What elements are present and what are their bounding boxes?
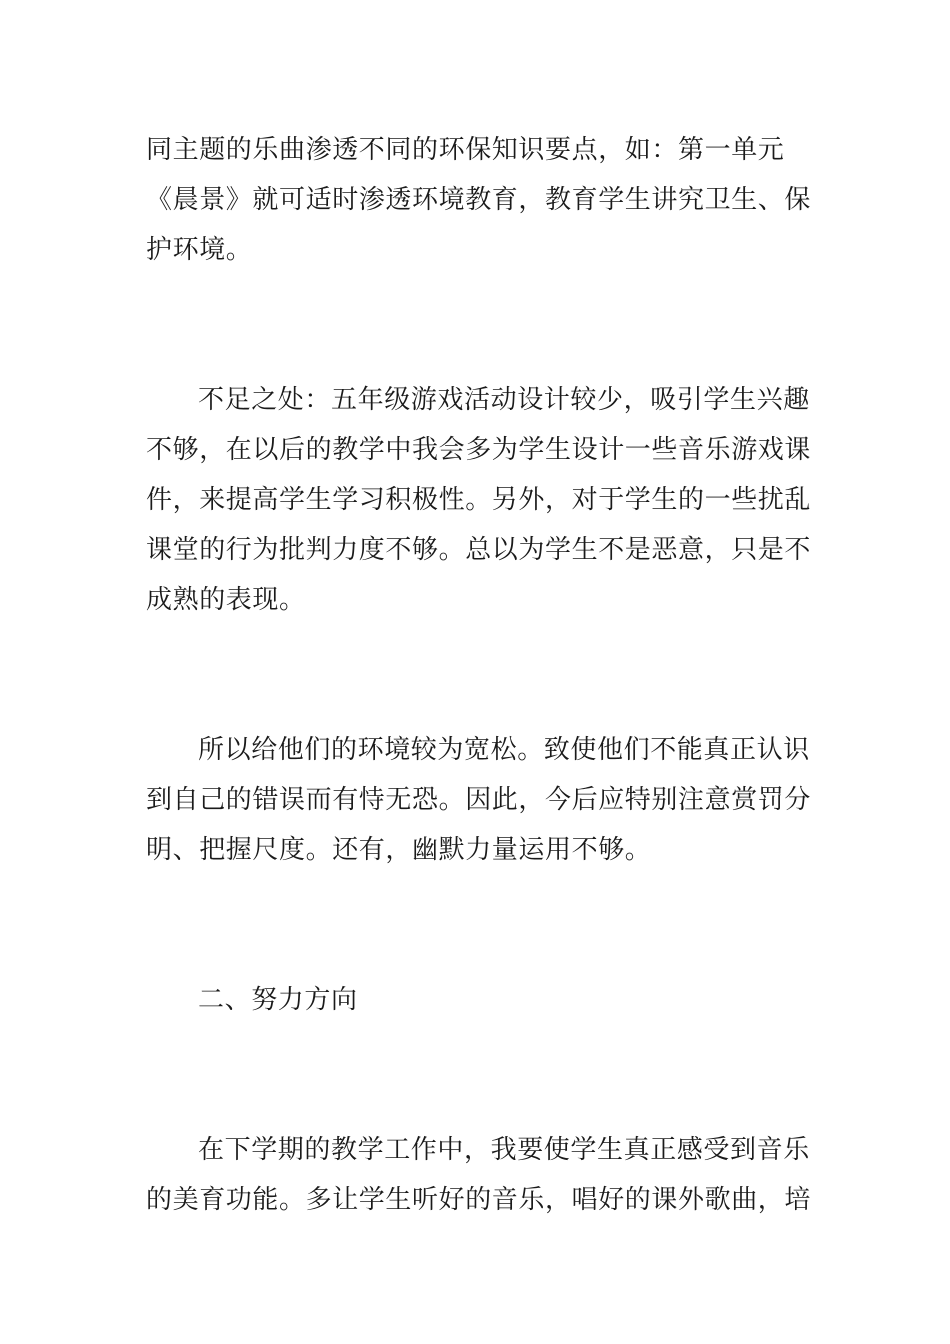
paragraph-3-line-2: 到自己的错误而有恃无恐。因此，今后应特别注意赏罚分 xyxy=(146,785,812,815)
paragraph-2-line-4: 课堂的行为批判力度不够。总以为学生不是恶意，只是不 xyxy=(146,535,812,565)
paragraph-3-line-1: 所以给他们的环境较为宽松。致使他们不能真正认识 xyxy=(198,735,810,765)
section-heading: 二、努力方向 xyxy=(198,985,358,1015)
paragraph-1-line-3: 护环境。 xyxy=(146,235,253,265)
paragraph-4-line-1: 在下学期的教学工作中，我要使学生真正感受到音乐 xyxy=(198,1135,810,1165)
paragraph-1-line-2: 《晨景》就可适时渗透环境教育，教育学生讲究卫生、保 xyxy=(146,185,812,215)
paragraph-4-line-2: 的美育功能。多让学生听好的音乐，唱好的课外歌曲，培 xyxy=(146,1185,812,1215)
paragraph-1-line-1: 同主题的乐曲渗透不同的环保知识要点，如：第一单元 xyxy=(146,135,785,165)
paragraph-3-line-3: 明、把握尺度。还有，幽默力量运用不够。 xyxy=(146,835,652,865)
paragraph-2-line-1: 不足之处：五年级游戏活动设计较少，吸引学生兴趣 xyxy=(198,385,810,415)
paragraph-2-line-5: 成熟的表现。 xyxy=(146,585,306,615)
paragraph-2-line-2: 不够，在以后的教学中我会多为学生设计一些音乐游戏课 xyxy=(146,435,812,465)
paragraph-2-line-3: 件，来提高学生学习积极性。另外，对于学生的一些扰乱 xyxy=(146,485,812,515)
